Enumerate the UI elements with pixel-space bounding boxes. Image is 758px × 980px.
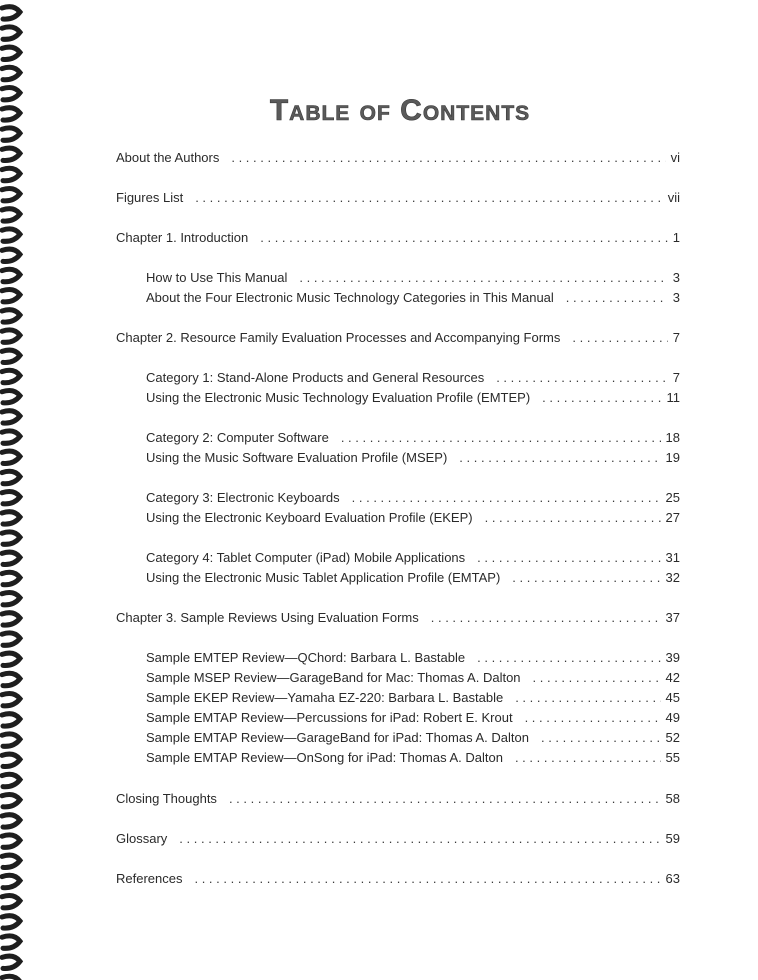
- spiral-coil: [2, 209, 20, 221]
- spiral-coil: [2, 592, 20, 604]
- page-number: 19: [665, 450, 680, 465]
- page-title: Table of Contents: [269, 94, 531, 127]
- toc-entry: [146, 668, 680, 688]
- spiral-coil: [2, 390, 20, 402]
- spiral-coil: [2, 451, 20, 463]
- entry-label: Sample EMTEP Review—QChord: Barbara L. Bastable: [146, 650, 466, 665]
- entry-label: Using the Electronic Music Technology Evaluation Profile (EMTEP): [146, 390, 531, 405]
- dot-leader: [459, 448, 660, 468]
- spiral-coil: [2, 411, 20, 423]
- entry-label: Chapter 1. Introduction: [116, 230, 249, 245]
- entry-label: Category 3: Electronic Keyboards: [146, 490, 340, 505]
- page-number: 25: [665, 490, 680, 505]
- dot-leader: [431, 608, 661, 628]
- entry-label: Sample EMTAP Review—Percussions for iPad: Robert E. Krout: [146, 710, 513, 725]
- dot-leader: [341, 428, 661, 448]
- entry-label: How to Use This Manual: [146, 270, 288, 285]
- toc-entry: [116, 789, 680, 809]
- entry-label: Using the Music Software Evaluation Profile (MSEP): [146, 450, 448, 465]
- spiral-coil: [2, 148, 20, 160]
- entry-label: Glossary: [116, 831, 168, 846]
- spiral-coil: [2, 289, 20, 301]
- spiral-coil: [2, 552, 20, 564]
- spiral-coil: [2, 7, 20, 19]
- spiral-coil: [2, 633, 20, 645]
- toc-entry: [116, 869, 680, 889]
- dot-leader: [477, 648, 660, 668]
- toc-entry: [146, 688, 680, 708]
- spiral-coil: [2, 128, 20, 140]
- page-number: 1: [672, 230, 680, 245]
- page-number: 49: [665, 710, 680, 725]
- page-number: 52: [665, 730, 680, 745]
- entry-label: About the Authors: [116, 150, 220, 165]
- dot-leader: [195, 188, 663, 208]
- toc-entry: [116, 148, 680, 168]
- spiral-coil: [2, 835, 20, 847]
- page-number: 18: [665, 430, 680, 445]
- spiral-coil: [2, 976, 20, 980]
- spiral-coil: [2, 188, 20, 200]
- dot-leader: [231, 148, 665, 168]
- spiral-coil: [2, 875, 20, 887]
- toc-entry: [146, 388, 680, 408]
- spiral-coil: [2, 855, 20, 867]
- page-number: 39: [665, 650, 680, 665]
- entry-label: Sample EKEP Review—Yamaha EZ-220: Barbara L. Bastable: [146, 690, 504, 705]
- spiral-coil: [2, 916, 20, 928]
- dot-leader: [477, 548, 660, 568]
- spiral-coil: [2, 350, 20, 362]
- spiral-coil: [2, 936, 20, 948]
- entry-label: Sample MSEP Review—GarageBand for Mac: Thomas A. Dalton: [146, 670, 521, 685]
- page-number: 55: [665, 750, 680, 765]
- toc-entry: [146, 648, 680, 668]
- spiral-coil: [2, 269, 20, 281]
- toc-entry: [146, 728, 680, 748]
- toc-entry: [146, 428, 680, 448]
- dot-leader: [515, 688, 660, 708]
- toc-entry: [116, 228, 680, 248]
- dot-leader: [179, 829, 660, 849]
- entry-label: Figures List: [116, 190, 184, 205]
- toc-entry: [146, 568, 680, 588]
- spiral-coil: [2, 27, 20, 39]
- toc-entry: [116, 829, 680, 849]
- dot-leader: [525, 708, 661, 728]
- page-number: 32: [665, 570, 680, 585]
- spiral-coil: [2, 249, 20, 261]
- dot-leader: [352, 488, 661, 508]
- entry-label: Chapter 3. Sample Reviews Using Evaluation Forms: [116, 610, 419, 625]
- toc-entry: [116, 188, 680, 208]
- toc-entry: [116, 328, 680, 348]
- spiral-coil: [2, 754, 20, 766]
- entry-label: About the Four Electronic Music Technology Categories in This Manual: [146, 290, 554, 305]
- entry-label: Using the Electronic Keyboard Evaluation Profile (EKEP): [146, 510, 473, 525]
- spiral-coil: [2, 653, 20, 665]
- spiral-coil: [2, 572, 20, 584]
- page-number: vii: [667, 190, 680, 205]
- toc-entry: [146, 368, 680, 388]
- spiral-coil: [2, 47, 20, 59]
- spiral-coil: [2, 956, 20, 968]
- spiral-coil: [2, 370, 20, 382]
- entry-label: Sample EMTAP Review—GarageBand for iPad: Thomas A. Dalton: [146, 730, 529, 745]
- spiral-coil: [2, 815, 20, 827]
- spiral-coil: [2, 794, 20, 806]
- dot-leader: [533, 668, 661, 688]
- toc-entry: [146, 508, 680, 528]
- page-number: 11: [666, 390, 680, 405]
- spiral-coil: [2, 673, 20, 685]
- entry-label: Chapter 2. Resource Family Evaluation Processes and Accompanying Forms: [116, 330, 561, 345]
- dot-leader: [541, 728, 661, 748]
- spiral-coil: [2, 613, 20, 625]
- spiral-coil: [2, 229, 20, 241]
- dot-leader: [229, 789, 661, 809]
- page-number: 45: [665, 690, 680, 705]
- page-number: 59: [665, 831, 680, 846]
- toc-entry: [146, 548, 680, 568]
- page-number: 27: [665, 510, 680, 525]
- entry-label: Category 2: Computer Software: [146, 430, 329, 445]
- spiral-coil: [2, 471, 20, 483]
- entry-label: Category 4: Tablet Computer (iPad) Mobile Applications: [146, 550, 466, 565]
- page-number: 63: [665, 871, 680, 886]
- spiral-coil: [2, 431, 20, 443]
- entry-label: Using the Electronic Music Tablet Application Profile (EMTAP): [146, 570, 501, 585]
- spiral-coil: [2, 512, 20, 524]
- dot-leader: [260, 228, 668, 248]
- spiral-binding: [0, 0, 26, 980]
- page-number: 7: [672, 370, 680, 385]
- spiral-coil: [2, 310, 20, 322]
- dot-leader: [485, 508, 661, 528]
- page-number: 37: [665, 610, 680, 625]
- dot-leader: [572, 328, 667, 348]
- page-number: 58: [665, 791, 680, 806]
- spiral-coil: [2, 774, 20, 786]
- page-number: 3: [672, 290, 680, 305]
- spiral-coil: [2, 532, 20, 544]
- toc-entry: [116, 608, 680, 628]
- spiral-coil: [2, 330, 20, 342]
- toc-entry: [146, 448, 680, 468]
- dot-leader: [496, 368, 668, 388]
- spiral-coil: [2, 67, 20, 79]
- spiral-coil: [2, 714, 20, 726]
- page-number: 42: [665, 670, 680, 685]
- spiral-coil: [2, 895, 20, 907]
- dot-leader: [512, 568, 660, 588]
- entry-label: Sample EMTAP Review—OnSong for iPad: Thomas A. Dalton: [146, 750, 503, 765]
- spiral-coil: [2, 734, 20, 746]
- page-number: 31: [665, 550, 680, 565]
- entry-label: Category 1: Stand-Alone Products and General Resources: [146, 370, 485, 385]
- toc-entry: [146, 708, 680, 728]
- page-number: vi: [670, 150, 680, 165]
- spiral-coil: [2, 168, 20, 180]
- spiral-coil: [2, 491, 20, 503]
- entry-label: Closing Thoughts: [116, 791, 217, 806]
- dot-leader: [566, 288, 668, 308]
- dot-leader: [194, 869, 660, 889]
- toc-entry: [146, 488, 680, 508]
- dot-leader: [542, 388, 661, 408]
- page-number: 3: [672, 270, 680, 285]
- page-number: 7: [672, 330, 680, 345]
- spiral-coil: [2, 693, 20, 705]
- toc-entry: [146, 268, 680, 288]
- entry-label: References: [116, 871, 183, 886]
- dot-leader: [299, 268, 667, 288]
- dot-leader: [515, 748, 661, 768]
- toc-entry: [146, 288, 680, 308]
- toc-entry: [146, 748, 680, 768]
